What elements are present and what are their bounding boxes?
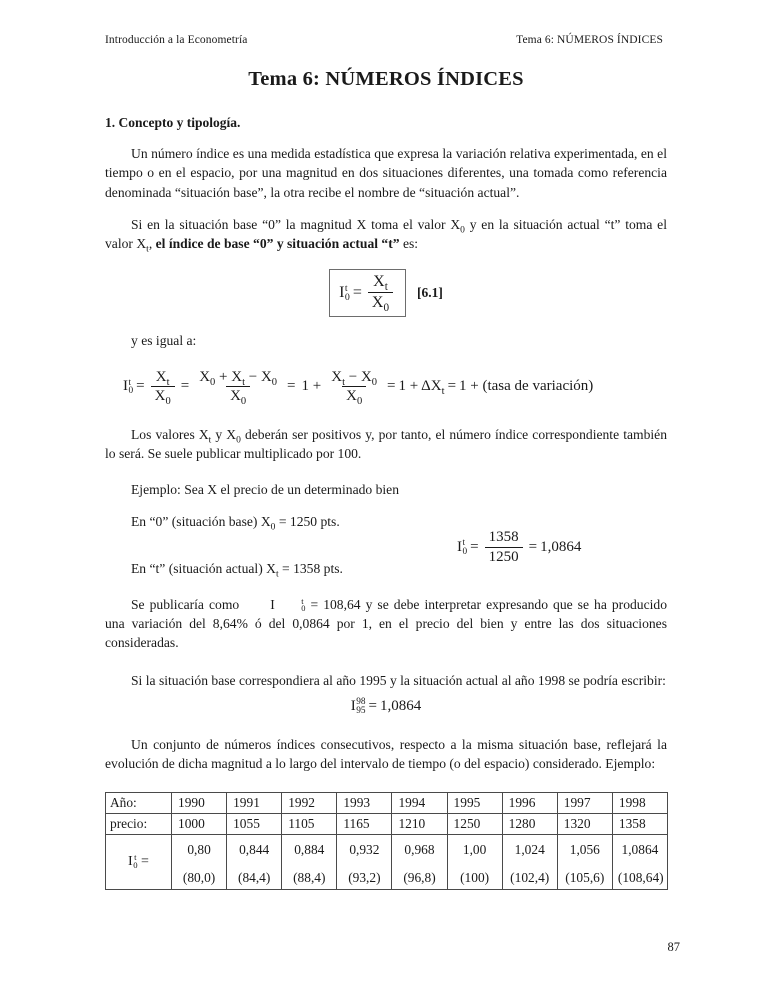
index-symbol: I t 0: [339, 282, 350, 304]
p3-part-a: Los valores X: [131, 427, 209, 443]
cell-year: 1991: [227, 793, 282, 814]
cell-price: 1358: [612, 814, 667, 835]
year-index-equation: [105, 698, 667, 715]
eq-sign-1: =: [136, 378, 145, 395]
cell-year: 1998: [612, 793, 667, 814]
page-title: Tema 6: NÚMEROS ÍNDICES: [248, 68, 524, 90]
eq-sign-4: =: [387, 378, 396, 395]
p2-part-c: ,: [148, 236, 156, 252]
cell-price: 1105: [282, 814, 337, 835]
cell-index: 1,0864: [612, 835, 667, 860]
eq-sign-2: =: [180, 378, 190, 395]
formula-6-1: [329, 269, 406, 317]
fraction-denominator: $X_0$: [368, 292, 393, 312]
calc-fraction: $\frac{1358}{1250}$: [485, 529, 523, 566]
cell-year: 1996: [502, 793, 557, 814]
running-head-right: Tema 6: NÚMEROS ÍNDICES: [516, 34, 663, 46]
p2-bold-phrase: el índice de base “0” y situación actual “t”: [155, 236, 400, 252]
cell-price: 1165: [337, 814, 392, 835]
derivation-equation: [105, 369, 667, 406]
cell-year: 1994: [392, 793, 447, 814]
cell-percent: (93,2): [337, 859, 392, 890]
example-actual-line: En “t” (situación actual) $X_t = 1358$ pts.: [131, 561, 343, 581]
p4-part-a: Se publicaría como: [131, 596, 245, 612]
cell-price: 1250: [447, 814, 502, 835]
cell-percent: (100): [447, 859, 502, 890]
paragraph-year-notation: Si la situación base correspondiera al año 1995 y la situación actual al año 1998 se podría escribir:: [131, 672, 666, 688]
derivation-index-symbol: I t 0: [123, 377, 134, 397]
paragraph-concept: Un número índice es una medida estadística que expresa la variación relativa experimentada, en el tiempo o en el espacio, por una magnitud en dos situaciones diferentes, una tomada como referencia denominada “situación base”, la otra recibe el nombre de “situación actual”.: [105, 146, 667, 200]
calc-equals-2: =: [528, 538, 538, 555]
cell-year: 1993: [337, 793, 392, 814]
cell-year: 1990: [172, 793, 227, 814]
p2-part-d: es:: [399, 236, 419, 252]
row-label-index: I t 0 =: [106, 835, 172, 890]
cell-percent: (96,8): [392, 859, 447, 890]
cell-index: 0,932: [337, 835, 392, 860]
fraction-xt-over-x0: [368, 273, 393, 315]
fraction-numerator: $X_t$: [373, 273, 388, 294]
table-row-price: [106, 814, 668, 835]
paragraph-positive-values: Los valores $X_t$ y $X_0$ deberán ser positivos y, por tanto, el número índice correspondiente también lo será. Se suele publicar multiplicado por 100.: [105, 427, 667, 462]
year-index-symbol: I 98 95: [350, 697, 366, 716]
p3-part-b: y X: [211, 427, 237, 443]
cell-percent: (88,4): [282, 859, 337, 890]
p4-part-b: = 108,64 y se debe interpretar expresando que se ha producido una variación del 8,64% ó del 0,0864 por 1, en el precio del bien y entre las dos situaciones consideradas.: [105, 596, 668, 651]
cell-index: 0,80: [172, 835, 227, 860]
cell-price: 1055: [227, 814, 282, 835]
example-calculation: [457, 529, 581, 566]
table-row-index: [106, 835, 668, 860]
calc-index-symbol: I t 0: [457, 538, 468, 557]
section-heading: 1. Concepto y tipología.: [105, 115, 241, 130]
formula-label: [6.1]: [417, 285, 443, 301]
running-head-left: Introducción a la Econometría: [105, 34, 248, 46]
p2-part-a: Si en la situación base “0” la magnitud X toma el valor X: [131, 216, 461, 232]
p2-sub-t: t: [146, 244, 149, 255]
calc-equals-1: =: [470, 538, 479, 555]
cell-year: 1995: [447, 793, 502, 814]
example-values-block: [105, 512, 667, 579]
delta-term: $1 + \Delta X_t$: [398, 378, 445, 398]
page-number: 87: [667, 940, 680, 954]
eq-sign-3: =: [287, 378, 296, 395]
running-head: [105, 34, 667, 46]
cell-percent: (105,6): [557, 859, 612, 890]
row-label-index-equals: =: [141, 854, 149, 870]
derivation-fraction-3-numerator: $X_t - X_0$: [331, 368, 378, 388]
cell-price: 1280: [502, 814, 557, 835]
calc-result: 1,0864: [540, 538, 582, 555]
p2-part-b: y en la situación actual “t” toma el valor X: [105, 216, 667, 252]
boxed-formula-row: [105, 269, 667, 317]
cell-index: 1,056: [557, 835, 612, 860]
cell-year: 1997: [557, 793, 612, 814]
index-table: [105, 792, 668, 890]
cell-index: 1,024: [502, 835, 557, 860]
table-row-percent: [106, 859, 668, 890]
cell-percent: (102,4): [502, 859, 557, 890]
row-label-year: Año:: [106, 793, 172, 814]
cell-percent: (84,4): [227, 859, 282, 890]
p2-sub-zero: 0: [460, 225, 465, 236]
cell-index: 0,884: [282, 835, 337, 860]
table-row-year: [106, 793, 668, 814]
example-base-line: En “0” (situación base) $X_0 = 1250$ pts.: [131, 514, 340, 533]
year-index-result: 1,0864: [380, 697, 422, 714]
cell-price: 1000: [172, 814, 227, 835]
cell-index: 1,00: [447, 835, 502, 860]
paragraph-published-value: [105, 595, 667, 653]
equals-sign: =: [352, 283, 362, 301]
derivation-fraction-2: $\frac{X_0 + X_t - X_0}{X_0}$: [195, 369, 281, 406]
cell-percent: (80,0): [172, 859, 227, 890]
eq-sign-5: =: [447, 378, 457, 395]
row-label-price: precio:: [106, 814, 172, 835]
cell-index: 0,968: [392, 835, 447, 860]
p3-part-c: deberán ser positivos y, por tanto, el número índice correspondiente también lo será. Se suele publicar multiplicado por 100.: [105, 427, 667, 462]
cell-price: 1210: [392, 814, 447, 835]
cell-year: 1992: [282, 793, 337, 814]
cell-percent: (108,64): [612, 859, 667, 890]
year-index-equals: =: [368, 697, 377, 714]
p4-index-symbol: I t 0: [270, 595, 306, 614]
paragraph-index-definition: [105, 215, 667, 254]
cell-price: 1320: [557, 814, 612, 835]
paragraph-y-es-igual: y es igual a:: [131, 333, 197, 349]
derivation-fraction-1: $\frac{X_t}{X_0}$: [151, 369, 175, 406]
derivation-fraction-2-numerator: $X_0 + X_t - X_0$: [199, 368, 278, 388]
cell-index: 0,844: [227, 835, 282, 860]
paragraph-example-intro: Ejemplo: Sea X el precio de un determinado bien: [131, 481, 400, 497]
index-table-wrapper: [105, 792, 667, 890]
paragraph-consecutive-indices: Un conjunto de números índices consecutivos, respecto a la misma situación base, reflejará la evolución de dicha magnitud a lo largo del intervalo de tiempo (o del espacio) considerado. Ejemplo:: [105, 736, 667, 772]
page-content: [105, 0, 667, 890]
derivation-tail: 1 + (tasa de variación): [459, 378, 594, 395]
derivation-fraction-3: $\frac{X_t - X_0}{X_0}$: [327, 369, 381, 406]
one-plus-1: 1 +: [301, 378, 322, 395]
